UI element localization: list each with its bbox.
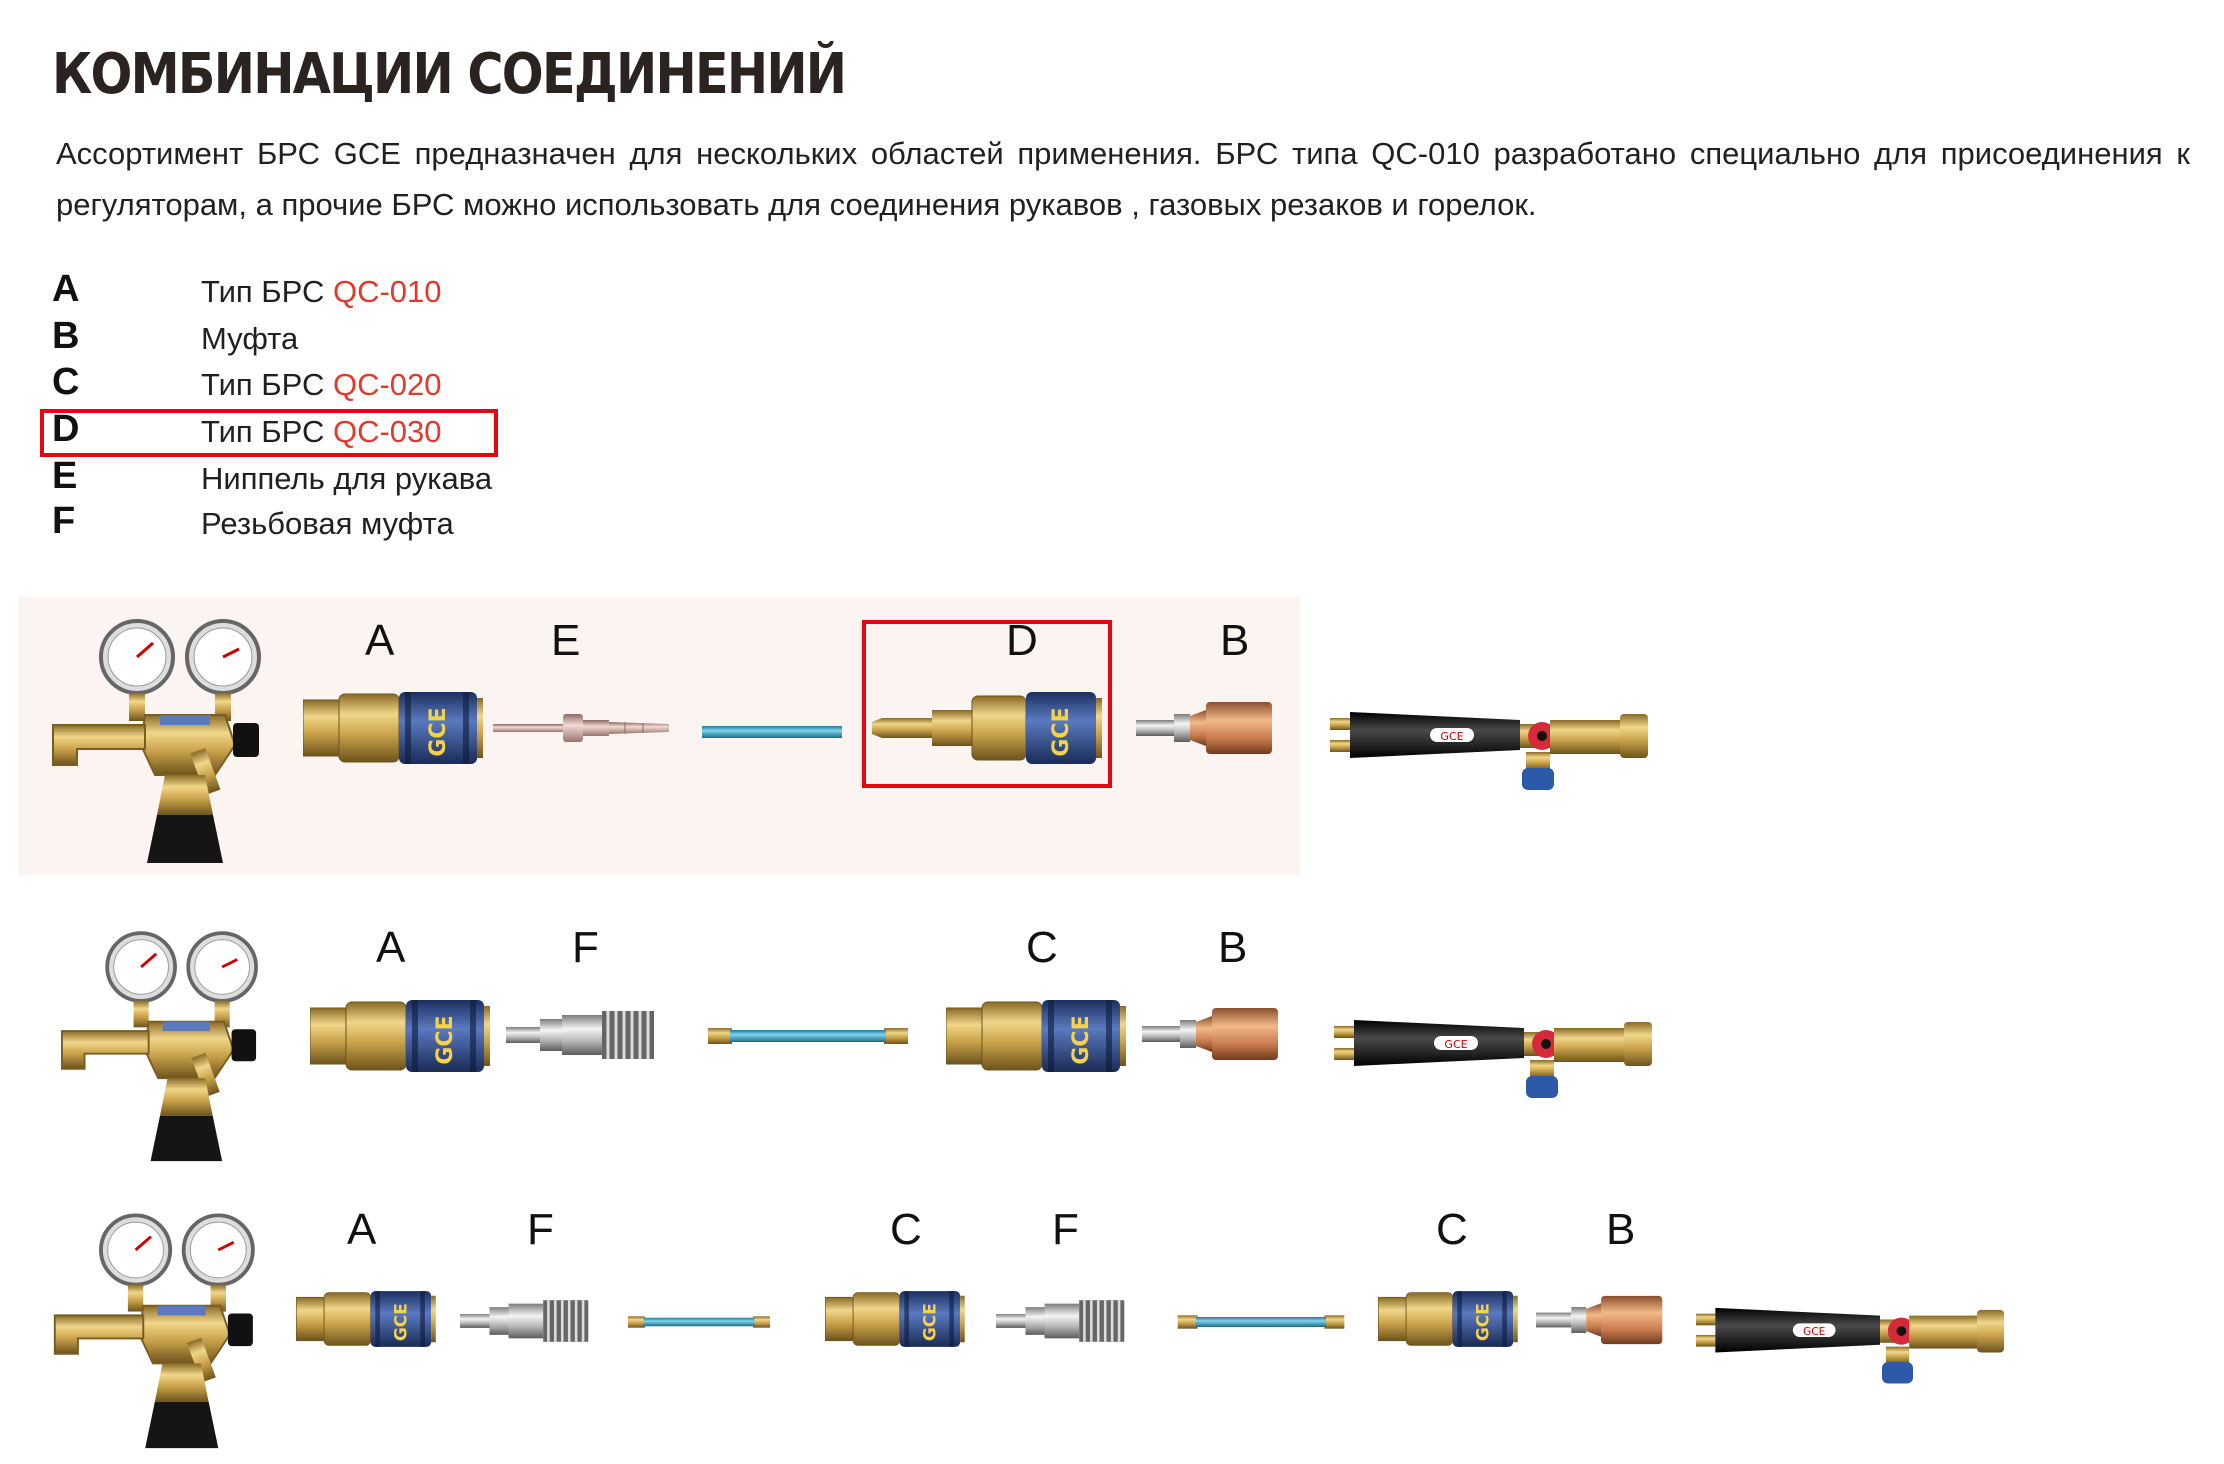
legend-letter-a: A xyxy=(52,268,80,310)
label-a: A xyxy=(347,1205,377,1254)
legend-item-b xyxy=(201,321,298,357)
hose-icon xyxy=(708,1024,908,1048)
label-c: C xyxy=(890,1205,922,1254)
label-a: A xyxy=(365,616,395,665)
legend-code-d: QC-030 xyxy=(332,414,442,449)
torch-handle-icon xyxy=(1334,998,1654,1098)
hose-icon xyxy=(1170,1312,1352,1332)
label-f: F xyxy=(1052,1205,1079,1254)
torch-handle-icon xyxy=(1330,690,1650,790)
legend-letter-b: B xyxy=(52,315,80,357)
threaded-coupling-icon xyxy=(460,1295,590,1347)
label-c: C xyxy=(1026,923,1058,972)
regulator-icon xyxy=(45,918,290,1163)
regulator-icon xyxy=(40,1200,285,1450)
muff-icon xyxy=(1142,1004,1282,1064)
legend-letter-e: E xyxy=(52,455,78,497)
coupler-a-icon xyxy=(303,688,483,768)
page-title: КОМБИНАЦИИ СОЕДИНЕНИЙ xyxy=(52,42,846,107)
label-b: B xyxy=(1220,616,1250,665)
coupler-a-icon xyxy=(296,1288,436,1350)
legend-letter-c: C xyxy=(52,361,80,403)
muff-icon xyxy=(1136,698,1276,758)
label-f: F xyxy=(572,923,599,972)
intro-paragraph: Ассортимент БРС GCE предназначен для нескольких областей применения. БРС типа QC-010 разработано специально для присоединения к регуляторам, а прочие БРС можно использовать для соединения рукавов , газовых резаков и горелок. xyxy=(56,136,2190,222)
label-a: A xyxy=(376,923,406,972)
legend-text-b: Муфта xyxy=(201,321,299,356)
legend-text-f: Резьбовая муфта xyxy=(201,506,454,541)
regulator-icon xyxy=(40,605,290,865)
coupler-c-icon xyxy=(825,1288,965,1350)
legend-item-c xyxy=(201,367,442,403)
coupler-d-icon xyxy=(872,688,1102,768)
legend-item-a xyxy=(201,274,442,310)
coupler-a-icon xyxy=(310,996,490,1076)
coupler-c-icon xyxy=(946,996,1126,1076)
legend-item-f xyxy=(201,506,454,542)
label-d: D xyxy=(1006,616,1038,665)
threaded-coupling-icon xyxy=(996,1295,1126,1347)
hose-icon xyxy=(702,722,842,742)
label-c: C xyxy=(1436,1205,1468,1254)
legend-item-e xyxy=(201,461,492,497)
hose-nipple-icon xyxy=(493,708,673,748)
legend-letter-f: F xyxy=(52,500,76,542)
torch-handle-icon xyxy=(1696,1286,2006,1384)
label-b: B xyxy=(1606,1205,1636,1254)
label-b: B xyxy=(1218,923,1248,972)
muff-icon xyxy=(1536,1292,1666,1348)
coupler-c-icon xyxy=(1378,1288,1518,1350)
legend-text-e: Ниппель для рукава xyxy=(201,461,493,496)
legend-letter-d: D xyxy=(52,408,80,450)
label-f: F xyxy=(527,1205,554,1254)
hose-icon xyxy=(628,1312,770,1332)
legend-text-c: Тип БРС xyxy=(201,367,325,402)
legend-text-a: Тип БРС xyxy=(201,274,325,309)
threaded-coupling-icon xyxy=(506,1005,656,1065)
legend-code-c: QC-020 xyxy=(332,367,442,402)
legend-text-d: Тип БРС xyxy=(201,414,325,449)
legend-item-d xyxy=(201,414,442,450)
label-e: E xyxy=(551,616,581,665)
legend-code-a: QC-010 xyxy=(332,274,442,309)
